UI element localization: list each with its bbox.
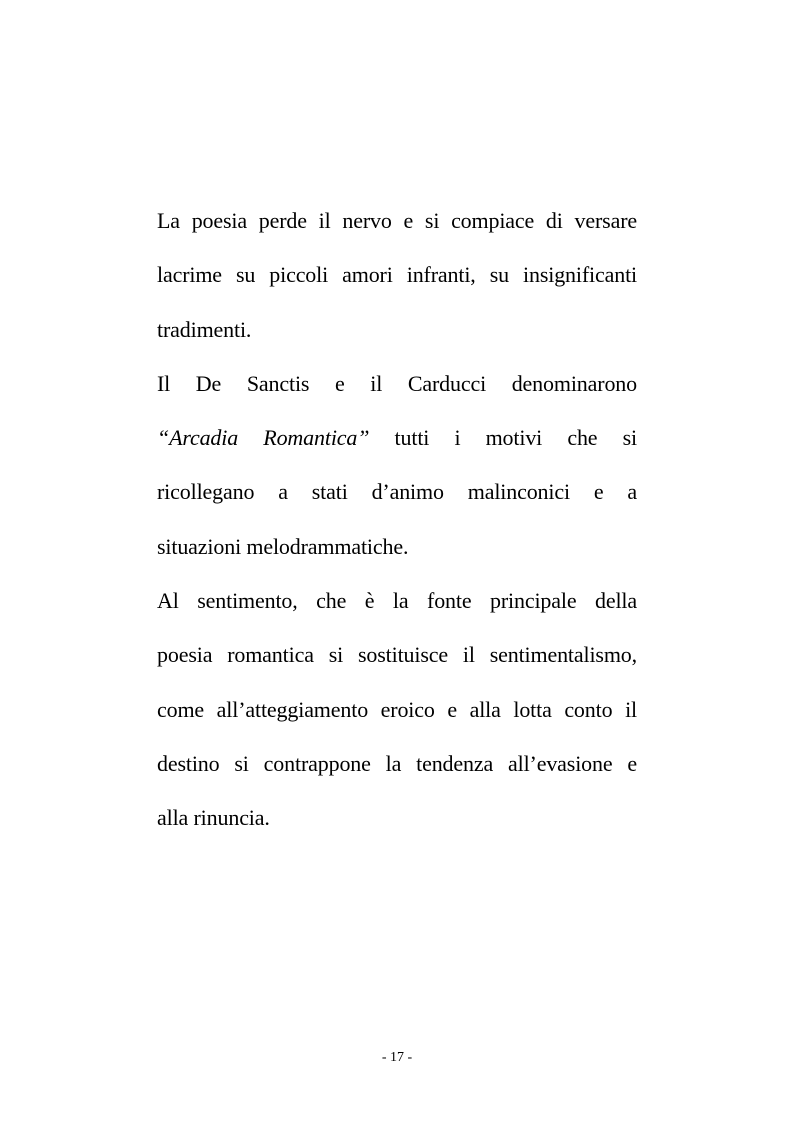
page-number: - 17 - bbox=[381, 1050, 413, 1065]
paragraph-1 bbox=[157, 194, 637, 357]
text-line: Il De Sanctis e il Carducci denominarono bbox=[157, 370, 637, 396]
text-line: come all’atteggiamento eroico e alla lotta conto il bbox=[157, 696, 637, 722]
text-line: poesia romantica si sostituisce il sentimentalismo, bbox=[157, 642, 637, 668]
text-fragment: tutti i motivi che si bbox=[394, 425, 637, 451]
body-text bbox=[157, 194, 637, 846]
text-line: destino si contrappone la tendenza all’evasione e bbox=[157, 750, 637, 776]
text-line: alla rinuncia. bbox=[157, 805, 270, 831]
italic-phrase: “Arcadia Romantica” bbox=[157, 425, 370, 451]
text-line-with-italic bbox=[157, 411, 637, 465]
text-line: situazioni melodrammatiche. bbox=[157, 533, 409, 559]
paragraph-2 bbox=[157, 357, 637, 574]
paragraph-3 bbox=[157, 574, 637, 845]
text-line: ricollegano a stati d’animo malinconici e a bbox=[157, 479, 637, 505]
text-line: La poesia perde il nervo e si compiace di versare bbox=[157, 208, 637, 233]
text-line: Al sentimento, che è la fonte principale della bbox=[157, 588, 637, 614]
text-line: lacrime su piccoli amori infranti, su insignificanti bbox=[157, 262, 637, 288]
text-line: tradimenti. bbox=[157, 316, 252, 342]
